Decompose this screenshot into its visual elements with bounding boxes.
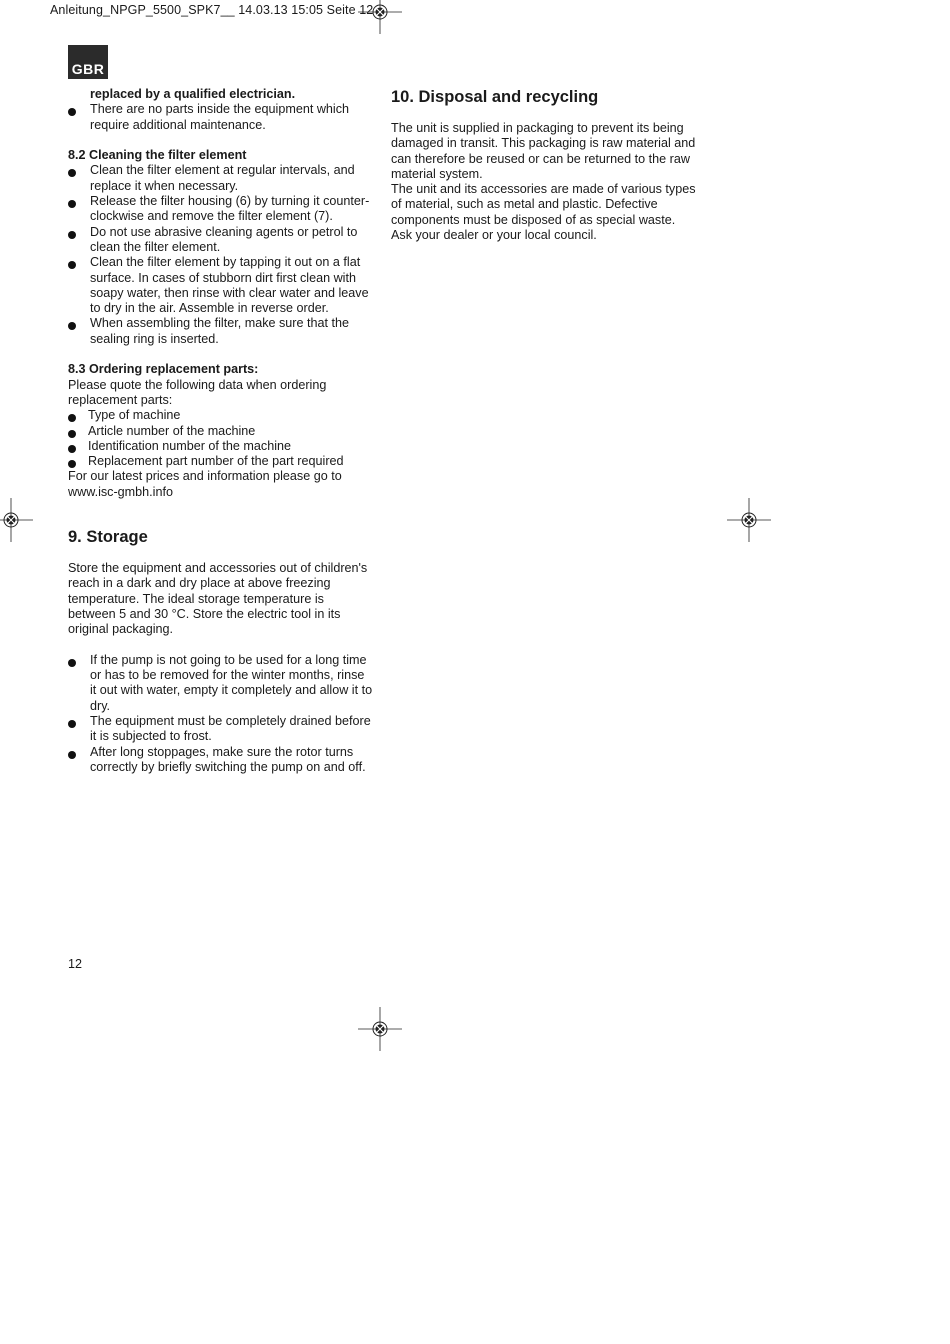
language-badge-label: GBR xyxy=(71,61,105,77)
registration-mark-bottom-icon xyxy=(358,1007,402,1051)
maintenance-continued-list xyxy=(68,87,373,133)
section-8-3-outro: For our latest prices and information please go to www.isc-gmbh.info xyxy=(68,469,342,499)
list-item: Article number of the machine xyxy=(68,424,373,439)
section-8-2-list xyxy=(68,163,373,347)
registration-mark-right-icon xyxy=(727,498,771,542)
section-8-3-intro: Please quote the following data when ordering replacement parts: xyxy=(68,377,327,407)
section-8-2-title: 8.2 Cleaning the filter element xyxy=(68,148,247,163)
registration-mark-left-icon xyxy=(0,498,33,542)
list-item: When assembling the filter, make sure that the sealing ring is inserted. xyxy=(68,316,373,347)
section-8-3-title: 8.3 Ordering replacement parts: xyxy=(68,362,259,377)
right-column xyxy=(391,87,696,243)
list-item: There are no parts inside the equipment which require additional maintenance. xyxy=(68,102,373,133)
list-item: Do not use abrasive cleaning agents or petrol to clean the filter element. xyxy=(68,225,373,256)
list-item: The equipment must be completely drained before it is subjected to frost. xyxy=(68,714,373,745)
continued-bold-text: replaced by a qualified electrician. xyxy=(90,87,296,101)
list-item: Clean the filter element by tapping it out on a flat surface. In cases of stubborn dirt first clean with soapy water, then rinse with clear water and leave to dry in the air. Assemble in reverse order. xyxy=(68,255,373,316)
section-10-title: 10. Disposal and recycling xyxy=(391,88,599,106)
section-9-title: 9. Storage xyxy=(68,528,148,547)
section-9-paragraph: Store the equipment and accessories out of children's reach in a dark and dry place at above freezing temperature. The ideal storage temperature is between 5 and 30 °C. Store the electric tool in its original packaging. xyxy=(68,561,368,637)
print-file-header: Anleitung_NPGP_5500_SPK7__ 14.03.13 15:05 Seite 12 xyxy=(50,3,374,17)
section-10-paragraph-1: The unit is supplied in packaging to prevent its being damaged in transit. This packaging is raw material and can therefore be reused or can be returned to the raw material system. xyxy=(391,121,696,181)
language-badge xyxy=(68,45,108,79)
section-8-3-list xyxy=(68,408,373,469)
list-item: Replacement part number of the part required xyxy=(68,454,373,469)
left-column xyxy=(68,87,373,775)
registration-mark-top-icon xyxy=(358,0,402,34)
section-9-list xyxy=(68,653,373,775)
list-item: Type of machine xyxy=(68,408,373,423)
list-item: After long stoppages, make sure the rotor turns correctly by briefly switching the pump on and off. xyxy=(68,745,373,776)
section-10-paragraph-2: The unit and its accessories are made of various types of material, such as metal and plastic. Defective components must be disposed of as special waste. Ask your dealer or your local council. xyxy=(391,182,696,243)
list-item: Release the filter housing (6) by turning it counter-clockwise and remove the filter element (7). xyxy=(68,194,373,225)
page-number: 12 xyxy=(68,957,83,971)
list-item: Identification number of the machine xyxy=(68,439,373,454)
list-item: Clean the filter element at regular intervals, and replace it when necessary. xyxy=(68,163,373,194)
list-item: If the pump is not going to be used for a long time or has to be removed for the winter months, rinse it out with water, empty it completely and allow it to dry. xyxy=(68,653,373,714)
